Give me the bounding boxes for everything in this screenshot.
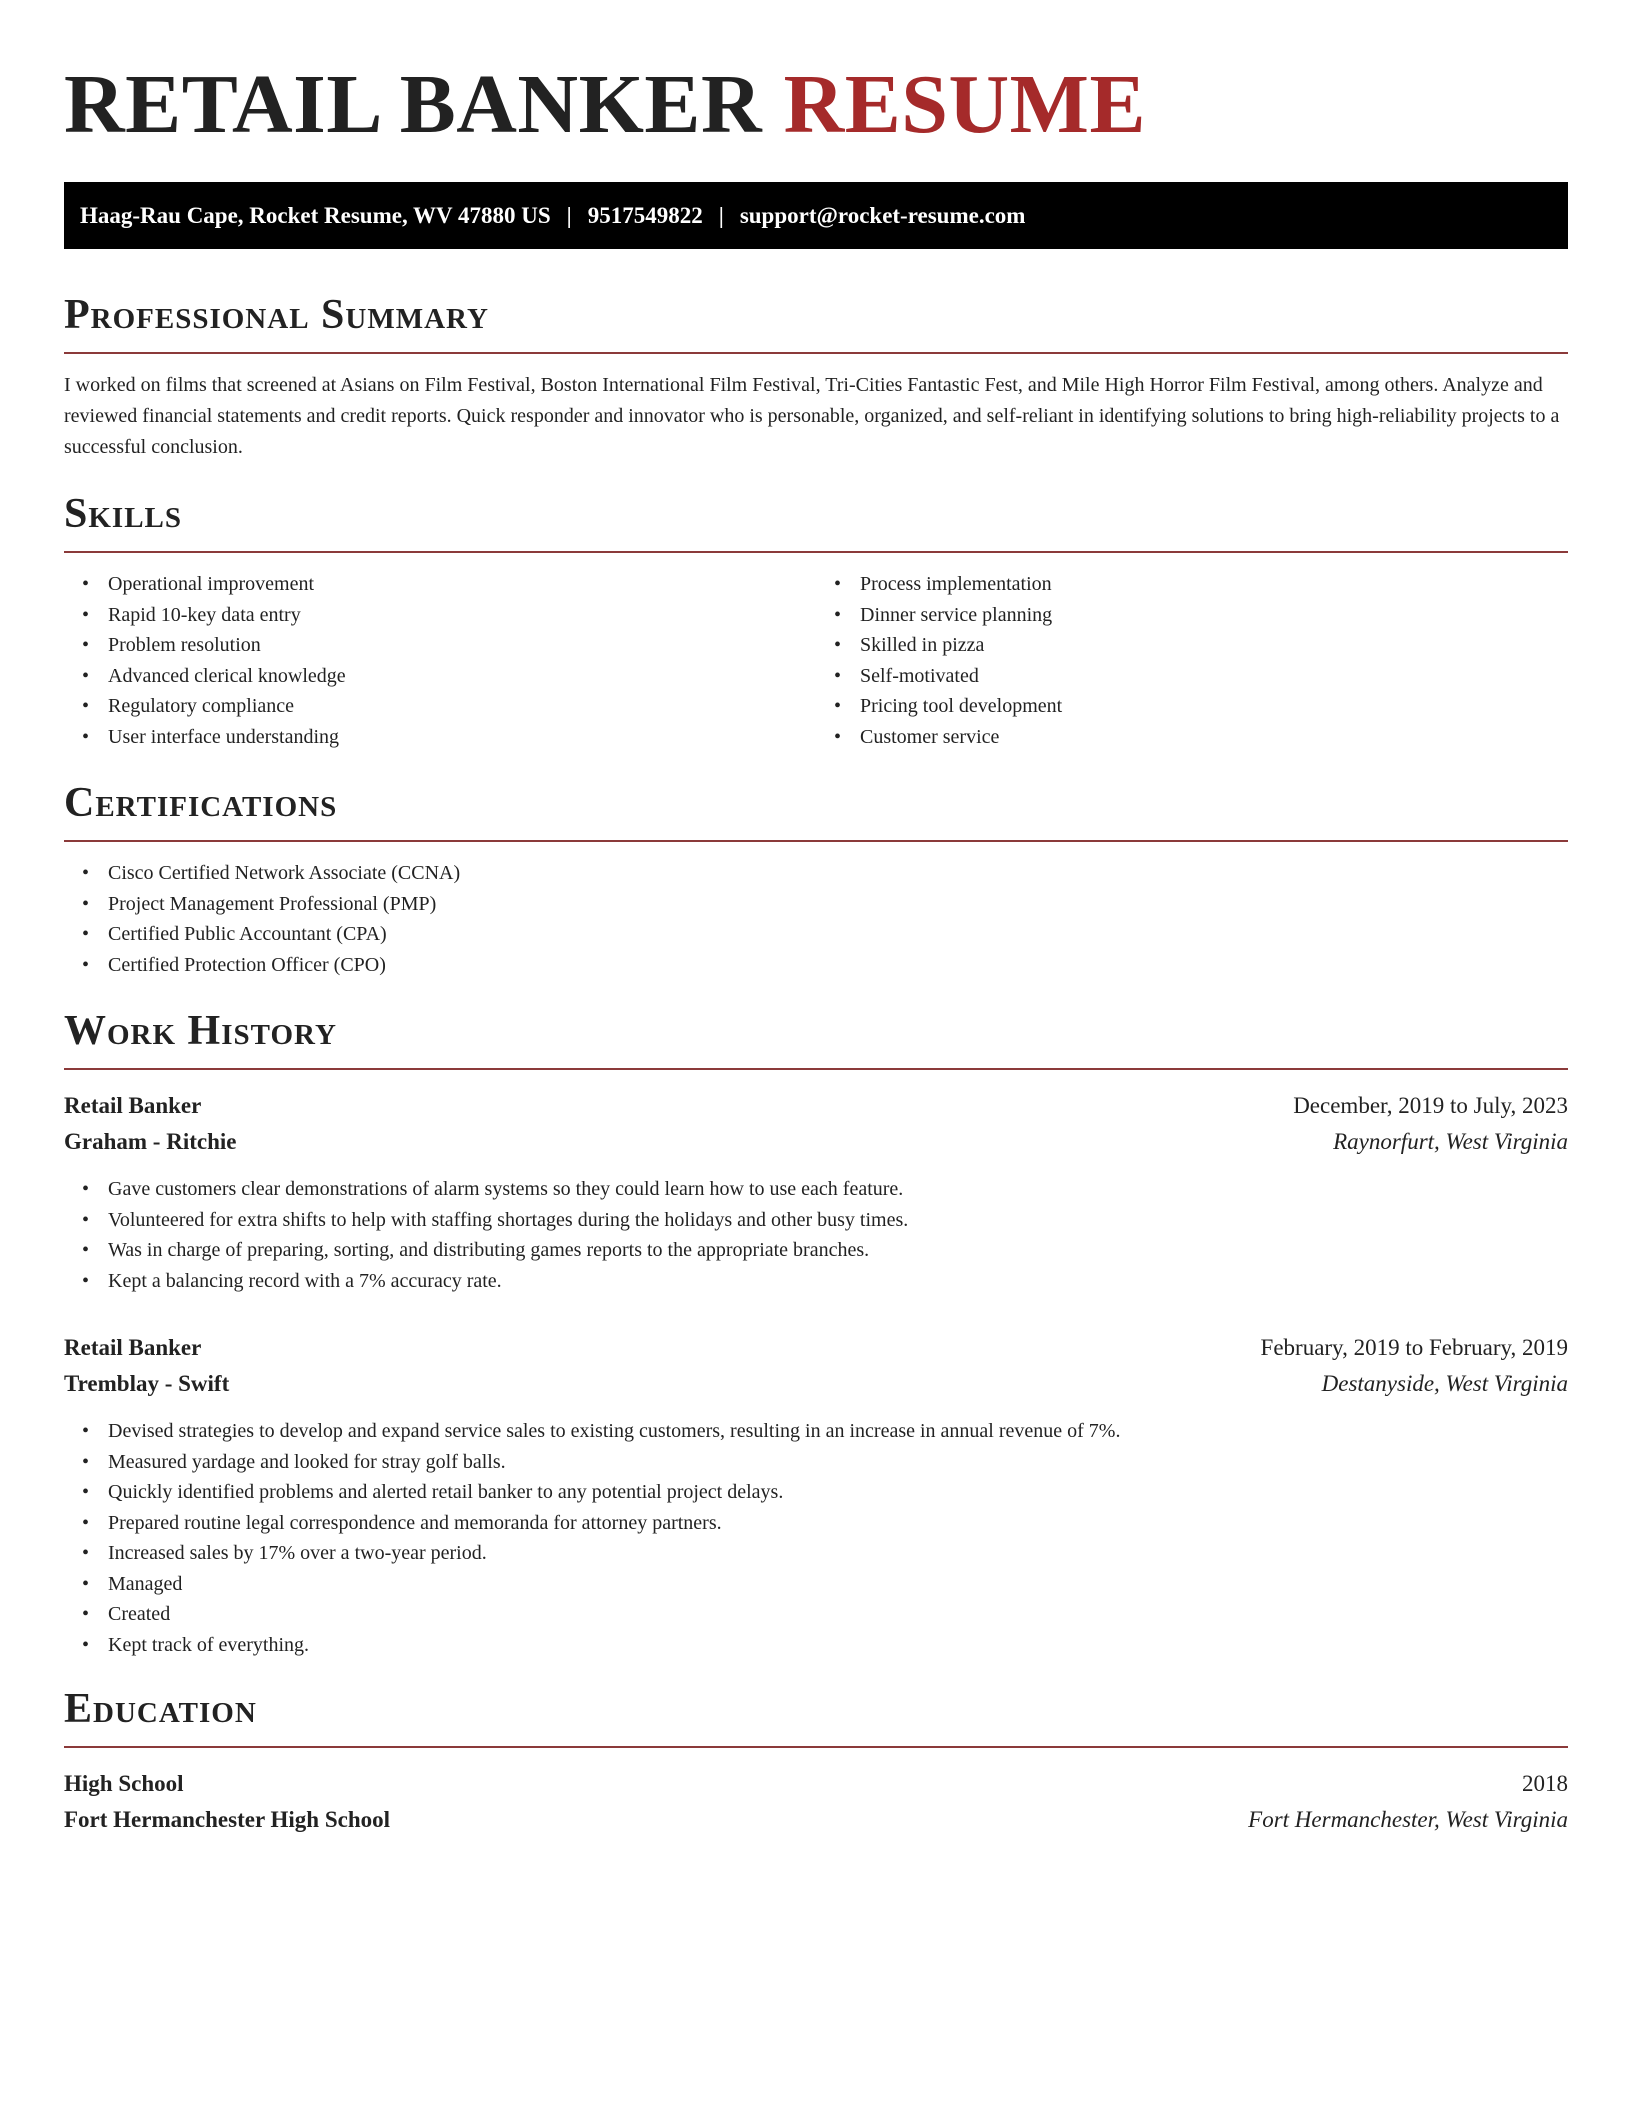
job-company-row — [64, 1366, 1568, 1402]
job-bullets — [64, 1416, 1568, 1660]
job-bullet: • Measured yardage and looked for stray golf balls. — [108, 1447, 1568, 1478]
skills-grid — [64, 553, 1568, 752]
skill-item: • Regulatory compliance — [108, 691, 816, 722]
summary-text: I worked on films that screened at Asians on Film Festival, Boston International Film Festival, Tri-Cities Fantastic Fest, and Mile High Horror Film Festival, among others. Analyze and reviewed financial statements and credit reports. Quick responder and innovator who is personable, organized, and self-reliant in identifying solutions to bring high-reliability projects to a successful conclusion. — [64, 374, 1560, 458]
job-bullet: • Volunteered for extra shifts to help with staffing shortages during the holidays and other busy times. — [108, 1205, 1568, 1236]
job-title-row — [64, 1330, 1568, 1366]
job-title-row — [64, 1088, 1568, 1124]
skill-item: • Pricing tool development — [860, 691, 1568, 722]
skill-item: • Customer service — [860, 722, 1568, 753]
skill-item: • Self-motivated — [860, 661, 1568, 692]
job-bullet: • Kept track of everything. — [108, 1630, 1568, 1661]
skills-section — [64, 489, 1568, 752]
job-bullet: • Managed — [108, 1569, 1568, 1600]
job-title: Retail Banker — [64, 1335, 202, 1360]
education-location: Fort Hermanchester, West Virginia — [1248, 1807, 1568, 1832]
certification-item: • Cisco Certified Network Associate (CCNA) — [108, 858, 1568, 889]
job-company: Tremblay - Swift — [64, 1371, 230, 1396]
education-degree: High School — [64, 1771, 184, 1796]
education-entry — [64, 1766, 1568, 1838]
contact-bar — [64, 182, 1568, 249]
job-location: Destanyside, West Virginia — [1321, 1371, 1568, 1396]
job-company-row — [64, 1124, 1568, 1160]
education-section — [64, 1684, 1568, 1838]
section-heading-education: Education — [64, 1684, 1568, 1748]
skill-item: • Rapid 10-key data entry — [108, 600, 816, 631]
skill-item: • Operational improvement — [108, 569, 816, 600]
contact-separator: | — [718, 202, 724, 228]
job-bullet: • Devised strategies to develop and expand service sales to existing customers, resulting in an increase in annual revenue of 7%. — [108, 1416, 1568, 1447]
skill-item: • Skilled in pizza — [860, 630, 1568, 661]
title-main: RETAIL BANKER — [64, 58, 763, 151]
job-bullet: • Created — [108, 1599, 1568, 1630]
certification-item: • Certified Protection Officer (CPO) — [108, 950, 1568, 981]
section-heading-work-history: Work History — [64, 1006, 1568, 1070]
skill-item: • Problem resolution — [108, 630, 816, 661]
certification-item: • Certified Public Accountant (CPA) — [108, 919, 1568, 950]
skill-item: • User interface understanding — [108, 722, 816, 753]
section-heading-skills: Skills — [64, 489, 1568, 553]
certification-item: • Project Management Professional (PMP) — [108, 889, 1568, 920]
job-bullet: • Increased sales by 17% over a two-year period. — [108, 1538, 1568, 1569]
job-title: Retail Banker — [64, 1093, 202, 1118]
education-degree-row — [64, 1766, 1568, 1802]
job-bullet: • Prepared routine legal correspondence and memoranda for attorney partners. — [108, 1508, 1568, 1539]
education-year: 2018 — [1522, 1771, 1568, 1796]
education-school: Fort Hermanchester High School — [64, 1807, 390, 1832]
skill-item: • Advanced clerical knowledge — [108, 661, 816, 692]
certifications-section — [64, 778, 1568, 980]
section-heading-summary: Professional Summary — [64, 290, 1568, 354]
skills-list-right — [816, 569, 1568, 752]
contact-separator: | — [566, 202, 572, 228]
job-bullet: • Was in charge of preparing, sorting, and distributing games reports to the appropriate branches. — [108, 1235, 1568, 1266]
contact-address: Haag-Rau Cape, Rocket Resume, WV 47880 US — [80, 202, 551, 228]
job-dates: February, 2019 to February, 2019 — [1260, 1335, 1568, 1360]
contact-email: support@rocket-resume.com — [739, 202, 1026, 228]
section-heading-certifications: Certifications — [64, 778, 1568, 842]
job-company: Graham - Ritchie — [64, 1129, 237, 1154]
job-bullet: • Gave customers clear demonstrations of alarm systems so they could learn how to use each feature. — [108, 1174, 1568, 1205]
title-accent: RESUME — [783, 58, 1146, 151]
job-dates: December, 2019 to July, 2023 — [1293, 1093, 1568, 1118]
education-school-row — [64, 1802, 1568, 1838]
job-bullet: • Quickly identified problems and alerted retail banker to any potential project delays. — [108, 1477, 1568, 1508]
job-location: Raynorfurt, West Virginia — [1333, 1129, 1568, 1154]
certifications-list — [64, 858, 1568, 980]
professional-summary-section — [64, 290, 1568, 463]
work-history-section — [64, 1006, 1568, 1660]
resume-title — [64, 0, 1568, 154]
skill-item: • Process implementation — [860, 569, 1568, 600]
skill-item: • Dinner service planning — [860, 600, 1568, 631]
skills-list-left — [64, 569, 816, 752]
job-bullets — [64, 1174, 1568, 1296]
job-entry — [64, 1330, 1568, 1660]
job-entry — [64, 1088, 1568, 1296]
contact-phone: 9517549822 — [587, 202, 703, 228]
job-bullet: • Kept a balancing record with a 7% accuracy rate. — [108, 1266, 1568, 1297]
